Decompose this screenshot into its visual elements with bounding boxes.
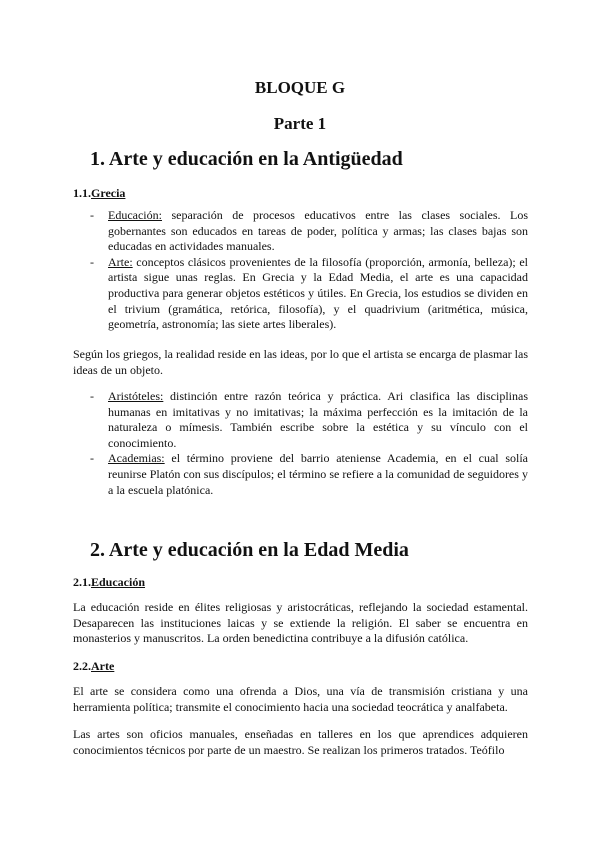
list-item-text: conceptos clásicos provenientes de la filosofía (proporción, armonía, belleza); el artista sigue unas reglas. En Grecia y la Edad Media, el arte es una capacidad productiva para generar objetos estéticos y útiles. En Grecia, los estudios se dividen en el trivium (gramática, retórica, filosofía), y el quadrivium (aritmética, música, geometría, astronomía; las siete artes liberales). [108,254,528,332]
paragraph-greek-ideas: Según los griegos, la realidad reside en las ideas, por lo que el artista se encarga de plasmar las ideas de un objeto. [73,347,528,377]
list-item-term: Academias: [108,451,165,466]
paragraph-art-offering: El arte se considera como una ofrenda a Dios, una vía de transmisión cristiana y una herramienta política; transmite el conocimiento hacia una sociedad teocrática y analfabeta. [73,684,528,714]
list-item-text: el término proviene del barrio ateniense Academia, en el cual solía reunirse Platón con sus discípulos; el término se refiere a la comunidad de seguidores y a la escuela platónica. [108,451,528,497]
greece-list-2 [90,389,528,498]
section-1-heading: 1. Arte y educación en la Antigüedad [90,148,403,170]
subsection-number: 2.1. [73,575,91,589]
paragraph-art-trades: Las artes son oficios manuales, enseñadas en talleres en los que aprendices adquieren conocimientos técnicos por parte de un maestro. Se realizan los primeros tratados. Teófilo [73,727,528,757]
list-item-text: distinción entre razón teórica y práctica. Ari clasifica las disciplinas humanas en imitativas y no imitativas; la máxima perfección es la imitación de la naturaleza o mímesis. También escribe sobre la estética y su vínculo con el conocimiento. [108,389,528,450]
list-item-term: Arte: [108,254,133,269]
subsection-2-2-heading [73,659,114,674]
block-title: BLOQUE G [254,78,346,97]
paragraph-education: La educación reside en élites religiosas y aristocráticas, reflejando la sociedad estamental. Desaparecen las instituciones laicas y se extiende la religión. El saber se encuentra en monasterios y manuscritos. La orden benedictina contribuye a la difusión católica. [73,600,528,646]
subsection-label: Grecia [91,186,126,200]
subsection-number: 1.1. [73,186,91,200]
list-item-term: Educación: [108,208,162,222]
list-item-text: separación de procesos educativos entre las clases sociales. Los gobernantes son educados en tareas de poder, política y armas; las clases bajas son educadas en actividades manuales. [108,208,528,254]
subsection-2-1-heading [73,575,145,590]
list-item-art [90,255,528,333]
list-item-term: Aristóteles: [108,389,164,403]
greece-list [90,208,528,333]
subsection-label: Educación [91,575,146,589]
list-item-education [90,208,528,255]
subsection-1-1-heading [73,186,125,201]
subsection-number: 2.2. [73,659,91,673]
part-title: Parte 1 [273,114,327,133]
subsection-label: Arte [91,659,115,673]
list-item-academies [90,451,528,498]
list-item-aristotle [90,389,528,451]
section-2-heading: 2. Arte y educación en la Edad Media [90,539,409,561]
